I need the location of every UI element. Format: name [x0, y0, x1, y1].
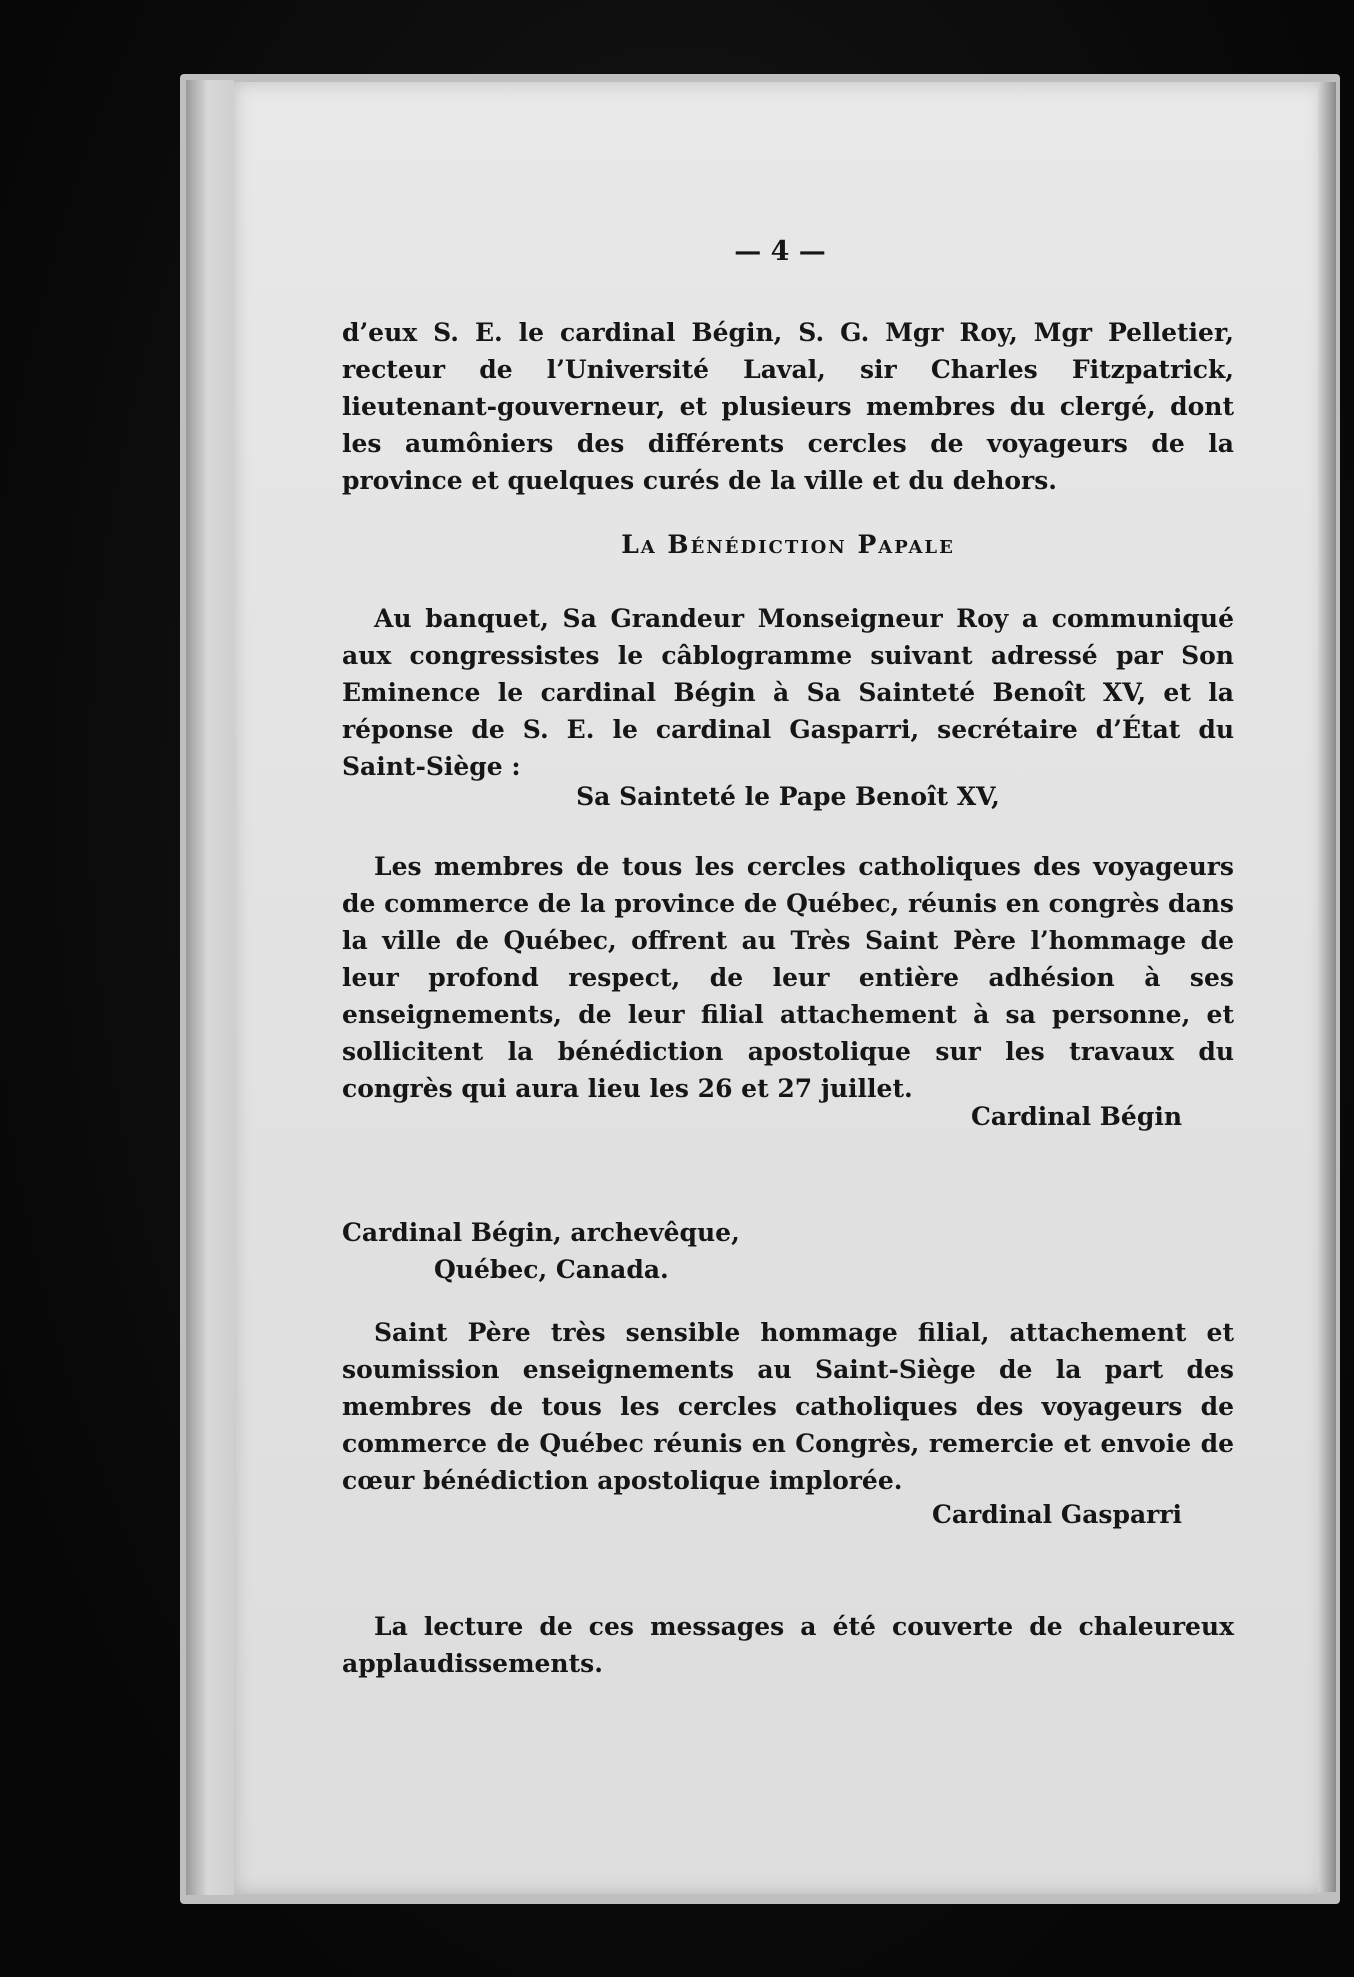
reply-address — [342, 1214, 740, 1288]
signature-gasparri: Cardinal Gasparri — [932, 1500, 1182, 1529]
message-salutation: Sa Sainteté le Pape Benoît XV, — [576, 782, 1000, 811]
paragraph-attendees: d’eux S. E. le cardinal Bégin, S. G. Mgr Roy, Mgr Pelletier, recteur de l’Université Laval, sir Charles Fitzpatrick, lieutenant-gouverneur, et plusieurs membres du clergé, dont les aumôniers des différents cercles de voyageurs de la province et quelques curés de la ville et du dehors. — [342, 318, 1234, 495]
message-to-pope: Les membres de tous les cercles catholiques des voyageurs de commerce de la province de Québec, réunis en congrès dans la ville de Québec, offrent au Très Saint Père l’hommage de leur profond respect, de leur entière adhésion à ses enseignements, de leur filial attachement à sa personne, et sollicitent la bénédiction apostolique sur les travaux du congrès qui aura lieu les 26 et 27 juillet. — [342, 852, 1234, 1103]
message-reply: Saint Père très sensible hommage filial, attachement et soumission enseignements au Saint-Siège de la part des membres de tous les cercles catholiques des voyageurs de commerce de Québec réunis en Congrès, remercie et envoie de cœur bénédiction apostolique implorée. — [342, 1318, 1234, 1495]
page-left-edge — [186, 80, 234, 1895]
signature-begin: Cardinal Bégin — [970, 1102, 1182, 1131]
address-line-recipient: Cardinal Bégin, archevêque, — [342, 1218, 740, 1247]
page-right-edge — [1318, 82, 1336, 1892]
paragraph-banquet: Au banquet, Sa Grandeur Monseigneur Roy a communiqué aux congressistes le câblogramme suivant adressé par Son Eminence le cardinal Bégin à Sa Sainteté Benoît XV, et la réponse de S. E. le cardinal Gasparri, secrétaire d’État du Saint-Siège : — [342, 604, 1234, 781]
section-heading: La Bénédiction Papale — [621, 530, 955, 559]
closing-paragraph: La lecture de ces messages a été couverte de chaleureux applaudissements. — [342, 1612, 1234, 1678]
address-line-location: Québec, Canada. — [434, 1255, 669, 1284]
page-number: — 4 — — [734, 236, 826, 267]
